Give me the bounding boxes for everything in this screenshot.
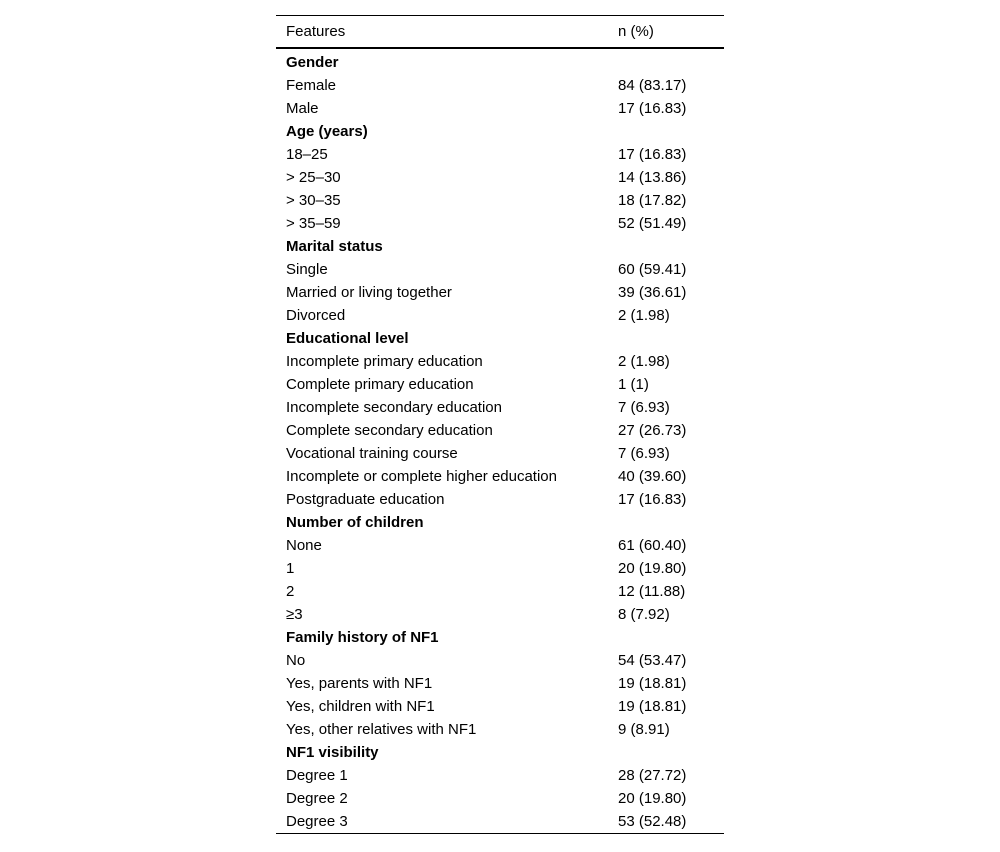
feature-cell: > 30–35 [286, 192, 341, 209]
value-cell: 12 (11.88) [618, 583, 686, 600]
section-title-empty-cell [608, 511, 724, 534]
section-title-empty-cell [608, 327, 724, 350]
value-cell: 17 (16.83) [618, 146, 687, 163]
table-row [276, 373, 724, 396]
feature-cell: Divorced [286, 307, 346, 324]
feature-cell: Incomplete or complete higher education [286, 468, 557, 485]
table-row [276, 212, 724, 235]
feature-cell: Yes, children with NF1 [286, 698, 435, 715]
value-cell: 18 (17.82) [618, 192, 687, 209]
value-cell: 84 (83.17) [618, 77, 687, 94]
section-title: Number of children [286, 514, 424, 531]
feature-cell: Postgraduate education [286, 491, 445, 508]
value-cell: 17 (16.83) [618, 491, 687, 508]
feature-cell: Single [286, 261, 328, 278]
table-row [276, 488, 724, 511]
table-row [276, 695, 724, 718]
section-header-row [276, 626, 724, 649]
demographics-table [276, 15, 724, 834]
section-title-empty-cell [608, 235, 724, 258]
value-cell: 19 (18.81) [618, 675, 687, 692]
value-cell: 2 (1.98) [618, 307, 670, 324]
table-row [276, 557, 724, 580]
feature-cell: Vocational training course [286, 445, 458, 462]
table-row [276, 672, 724, 695]
table-row [276, 281, 724, 304]
header-row [276, 16, 724, 49]
section-title-empty-cell [608, 741, 724, 764]
section-title: Age (years) [286, 123, 368, 140]
feature-cell: > 25–30 [286, 169, 341, 186]
feature-cell: Degree 2 [286, 790, 348, 807]
feature-cell: Yes, parents with NF1 [286, 675, 433, 692]
section-title-empty-cell [608, 48, 724, 74]
feature-cell: Incomplete primary education [286, 353, 483, 370]
value-cell: 20 (19.80) [618, 560, 687, 577]
table-row [276, 465, 724, 488]
section-header-row [276, 741, 724, 764]
section-title: Marital status [286, 238, 383, 255]
value-cell: 28 (27.72) [618, 767, 687, 784]
header-features: Features [276, 16, 608, 49]
value-cell: 39 (36.61) [618, 284, 687, 301]
table-row [276, 787, 724, 810]
value-cell: 60 (59.41) [618, 261, 687, 278]
table-row [276, 649, 724, 672]
table-row [276, 419, 724, 442]
feature-cell: Degree 3 [286, 813, 348, 830]
value-cell: 54 (53.47) [618, 652, 687, 669]
feature-cell: Male [286, 100, 319, 117]
table-row [276, 189, 724, 212]
value-cell: 17 (16.83) [618, 100, 687, 117]
table-body [276, 48, 724, 834]
feature-cell: Incomplete secondary education [286, 399, 502, 416]
table-row [276, 350, 724, 373]
value-cell: 8 (7.92) [618, 606, 670, 623]
value-cell: 1 (1) [618, 376, 649, 393]
table-row [276, 396, 724, 419]
value-cell: 2 (1.98) [618, 353, 670, 370]
table-row [276, 143, 724, 166]
table-row [276, 580, 724, 603]
feature-cell: Yes, other relatives with NF1 [286, 721, 477, 738]
table-row [276, 97, 724, 120]
section-header-row [276, 511, 724, 534]
table-row [276, 304, 724, 327]
feature-cell: 2 [286, 583, 295, 600]
value-cell: 7 (6.93) [618, 399, 670, 416]
feature-cell: 1 [286, 560, 295, 577]
feature-cell: Married or living together [286, 284, 452, 301]
table-row [276, 534, 724, 557]
table-row [276, 764, 724, 787]
value-cell: 52 (51.49) [618, 215, 687, 232]
value-cell: 27 (26.73) [618, 422, 687, 439]
feature-cell: > 35–59 [286, 215, 341, 232]
feature-cell: No [286, 652, 306, 669]
table-row [276, 166, 724, 189]
feature-cell: ≥3 [286, 606, 303, 623]
value-cell: 20 (19.80) [618, 790, 687, 807]
value-cell: 19 (18.81) [618, 698, 687, 715]
section-header-row [276, 48, 724, 74]
section-title: Educational level [286, 330, 409, 347]
feature-cell: Female [286, 77, 337, 94]
feature-cell: 18–25 [286, 146, 328, 163]
header-n-percent: n (%) [608, 16, 724, 49]
section-header-row [276, 120, 724, 143]
section-title: Gender [286, 54, 339, 71]
table-row [276, 810, 724, 834]
table-row [276, 74, 724, 97]
section-title: Family history of NF1 [286, 629, 439, 646]
feature-cell: Degree 1 [286, 767, 348, 784]
feature-cell: Complete secondary education [286, 422, 493, 439]
table-row [276, 718, 724, 741]
section-header-row [276, 327, 724, 350]
feature-cell: None [286, 537, 322, 554]
value-cell: 9 (8.91) [618, 721, 670, 738]
table-row [276, 258, 724, 281]
section-title-empty-cell [608, 626, 724, 649]
section-header-row [276, 235, 724, 258]
value-cell: 40 (39.60) [618, 468, 687, 485]
section-title: NF1 visibility [286, 744, 379, 761]
feature-cell: Complete primary education [286, 376, 474, 393]
value-cell: 7 (6.93) [618, 445, 670, 462]
table-container [276, 15, 724, 834]
value-cell: 61 (60.40) [618, 537, 687, 554]
table-row [276, 603, 724, 626]
value-cell: 53 (52.48) [618, 813, 687, 830]
table-row [276, 442, 724, 465]
value-cell: 14 (13.86) [618, 169, 687, 186]
section-title-empty-cell [608, 120, 724, 143]
